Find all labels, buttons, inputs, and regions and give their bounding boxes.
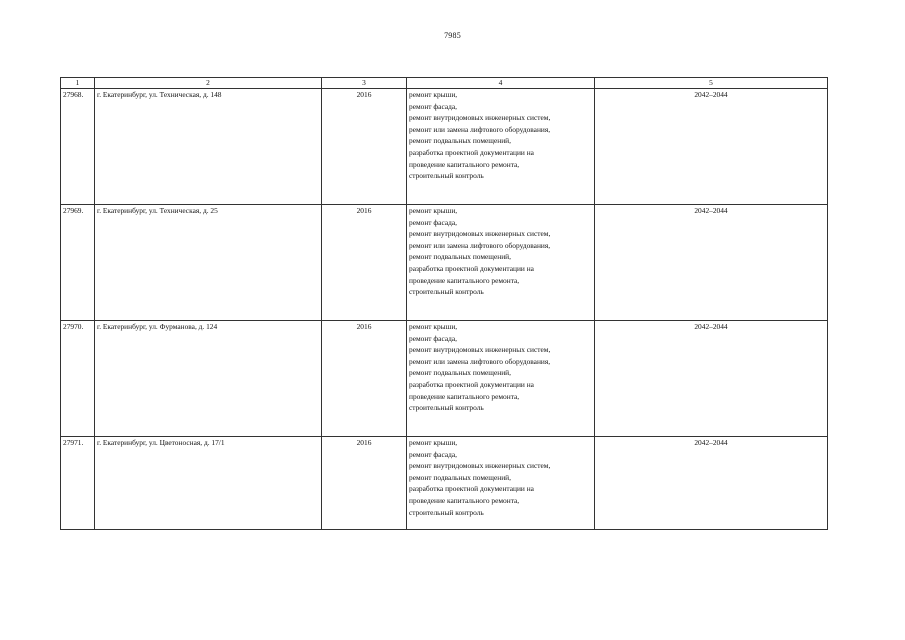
work-item: проведение капитального ремонта, bbox=[409, 159, 520, 169]
works-cell bbox=[407, 205, 595, 321]
work-item: разработка проектной документации на bbox=[409, 147, 534, 157]
work-item: ремонт внутридомовых инженерных систем, bbox=[409, 229, 551, 239]
address-cell: г. Екатеринбург, ул. Цветоносная, д. 17/1 bbox=[95, 437, 322, 530]
work-item: проведение капитального ремонта, bbox=[409, 495, 520, 505]
header-col-1: 1 bbox=[61, 78, 95, 89]
address-cell: г. Екатеринбург, ул. Техническая, д. 25 bbox=[95, 205, 322, 321]
table-header bbox=[61, 78, 828, 89]
works-cell bbox=[407, 89, 595, 205]
work-item: ремонт или замена лифтового оборудования, bbox=[409, 124, 551, 134]
year-cell: 2016 bbox=[322, 205, 407, 321]
work-item: ремонт фасада, bbox=[409, 101, 457, 111]
work-item: строительный контроль bbox=[409, 287, 484, 297]
work-item: ремонт внутридомовых инженерных систем, bbox=[409, 345, 551, 355]
work-item: ремонт крыши, bbox=[409, 438, 458, 447]
year-cell: 2016 bbox=[322, 89, 407, 205]
period-cell: 2042–2044 bbox=[595, 437, 828, 530]
header-col-2: 2 bbox=[95, 78, 322, 89]
work-item: ремонт фасада, bbox=[409, 449, 457, 459]
work-item: ремонт подвальных помещений, bbox=[409, 472, 511, 482]
header-col-3: 3 bbox=[322, 78, 407, 89]
address-cell: г. Екатеринбург, ул. Фурманова, д. 124 bbox=[95, 321, 322, 437]
row-number: 27971. bbox=[61, 437, 95, 530]
header-col-5: 5 bbox=[595, 78, 828, 89]
work-item: ремонт подвальных помещений, bbox=[409, 136, 511, 146]
work-item: ремонт или замена лифтового оборудования, bbox=[409, 240, 551, 250]
address-cell: г. Екатеринбург, ул. Техническая, д. 148 bbox=[95, 89, 322, 205]
header-col-4: 4 bbox=[407, 78, 595, 89]
work-item: строительный контроль bbox=[409, 171, 484, 181]
work-item: ремонт внутридомовых инженерных систем, bbox=[409, 461, 551, 471]
year-cell: 2016 bbox=[322, 437, 407, 530]
works-cell bbox=[407, 321, 595, 437]
table-row bbox=[61, 437, 828, 530]
work-item: проведение капитального ремонта, bbox=[409, 391, 520, 401]
period-cell: 2042–2044 bbox=[595, 89, 828, 205]
work-item: ремонт крыши, bbox=[409, 206, 458, 215]
row-number: 27969. bbox=[61, 205, 95, 321]
work-item: разработка проектной документации на bbox=[409, 484, 534, 494]
table-row bbox=[61, 89, 828, 205]
table-row bbox=[61, 205, 828, 321]
work-item: ремонт подвальных помещений, bbox=[409, 368, 511, 378]
header-row bbox=[61, 78, 828, 89]
work-item: ремонт фасада, bbox=[409, 217, 457, 227]
period-cell: 2042–2044 bbox=[595, 321, 828, 437]
work-item: проведение капитального ремонта, bbox=[409, 275, 520, 285]
row-number: 27970. bbox=[61, 321, 95, 437]
work-item: ремонт внутридомовых инженерных систем, bbox=[409, 113, 551, 123]
work-item: строительный контроль bbox=[409, 403, 484, 413]
table-body bbox=[61, 89, 828, 530]
work-item: разработка проектной документации на bbox=[409, 379, 534, 389]
work-item: ремонт крыши, bbox=[409, 322, 458, 331]
work-item: ремонт крыши, bbox=[409, 90, 458, 99]
work-item: ремонт фасада, bbox=[409, 333, 457, 343]
work-item: ремонт или замена лифтового оборудования, bbox=[409, 356, 551, 366]
work-item: разработка проектной документации на bbox=[409, 263, 534, 273]
page-number: 7985 bbox=[444, 31, 461, 40]
year-cell: 2016 bbox=[322, 321, 407, 437]
works-cell bbox=[407, 437, 595, 530]
table-row bbox=[61, 321, 828, 437]
repair-schedule-table bbox=[60, 77, 828, 530]
work-item: ремонт подвальных помещений, bbox=[409, 252, 511, 262]
row-number: 27968. bbox=[61, 89, 95, 205]
period-cell: 2042–2044 bbox=[595, 205, 828, 321]
work-item: строительный контроль bbox=[409, 507, 484, 517]
